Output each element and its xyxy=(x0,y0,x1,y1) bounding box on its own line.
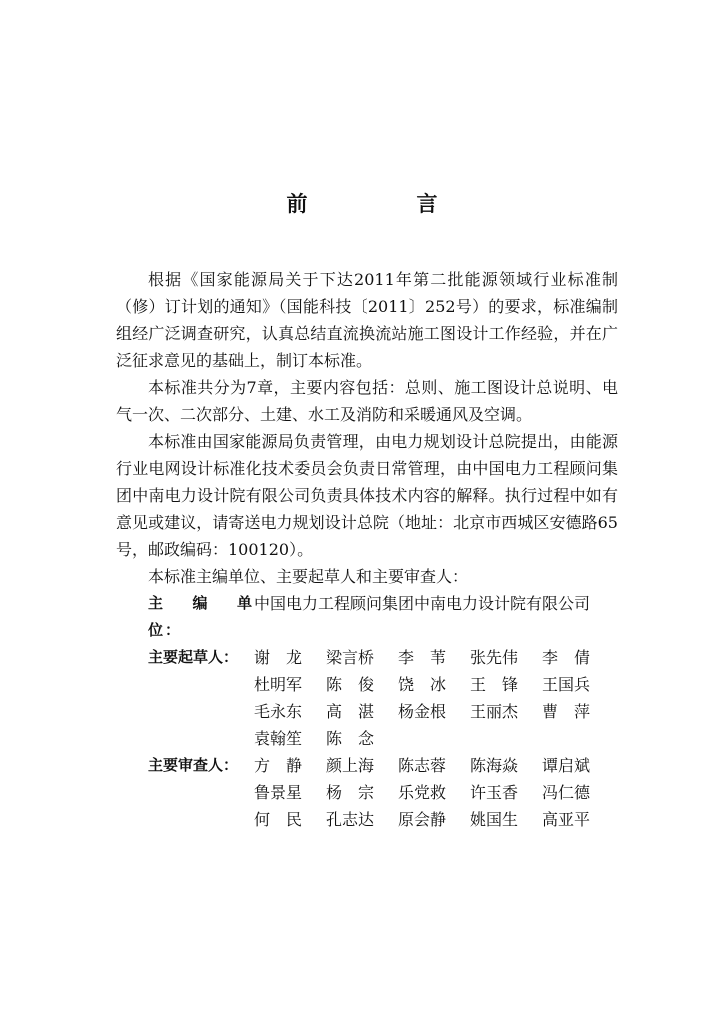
drafter-name: 饶 冰 xyxy=(398,675,447,694)
reviewer-name: 颜上海 xyxy=(326,756,375,775)
drafters-label: 主要起草人： xyxy=(148,648,239,666)
chief-editor-value: 中国电力工程顾问集团中南电力设计院有限公司 xyxy=(254,594,591,613)
drafter-name: 谢 龙 xyxy=(254,648,303,667)
paragraph-2: 本标准共分为7章，主要内容包括：总则、施工图设计总说明、电气一次、二次部分、土建、水工及消防和采暖通风及空调。 xyxy=(116,378,618,424)
reviewers-label: 主要审查人： xyxy=(148,756,239,774)
chief-editor-row xyxy=(116,590,618,644)
reviewer-name: 许玉香 xyxy=(470,783,519,802)
drafter-name: 陈 念 xyxy=(326,729,375,748)
reviewers-names xyxy=(254,752,618,833)
drafter-name: 李 倩 xyxy=(542,648,591,667)
reviewer-name: 杨 宗 xyxy=(326,783,375,802)
reviewer-name: 原会静 xyxy=(398,810,447,829)
reviewer-name: 陈志蓉 xyxy=(398,756,447,775)
drafter-name: 梁言桥 xyxy=(326,648,375,667)
drafter-name: 杜明军 xyxy=(254,675,303,694)
reviewer-name: 乐党救 xyxy=(398,783,447,802)
paragraph-1: 根据《国家能源局关于下达2011年第二批能源领域行业标准制（修）订计划的通知》（国能科技〔2011〕252号）的要求，标准编制组经广泛调查研究，认真总结直流换流站施工图设计工作经验，并在广泛征求意见的基础上，制订本标准。 xyxy=(116,270,618,370)
reviewer-name: 鲁景星 xyxy=(254,783,303,802)
drafter-name: 曹 萍 xyxy=(542,702,591,721)
reviewer-name: 高亚平 xyxy=(542,810,591,829)
reviewer-name: 方 静 xyxy=(254,756,303,775)
drafters-names xyxy=(254,644,618,752)
drafter-name: 袁翰笙 xyxy=(254,729,303,748)
paragraph-3: 本标准由国家能源局负责管理，由电力规划设计总院提出，由能源行业电网设计标准化技术委员会负责日常管理，由中国电力工程顾问集团中南电力设计院有限公司负责具体技术内容的解释。执行过程中如有意见或建议，请寄送电力规划设计总院（地址：北京市西城区安德路65号，邮政编码：100120）。 xyxy=(116,432,618,559)
drafter-name: 杨金根 xyxy=(398,702,447,721)
reviewer-name: 姚国生 xyxy=(470,810,519,829)
drafter-name: 张先伟 xyxy=(470,648,519,667)
drafters-row xyxy=(116,644,618,752)
drafter-name: 高 湛 xyxy=(326,702,375,721)
chief-editor-label: 主 编 单 位： xyxy=(148,594,254,639)
reviewers-row xyxy=(116,752,618,833)
reviewer-name: 冯仁德 xyxy=(542,783,591,802)
drafter-name: 王国兵 xyxy=(542,675,591,694)
page-title: 前 言 xyxy=(286,192,482,216)
reviewer-name: 何 民 xyxy=(254,810,303,829)
preface-body xyxy=(116,266,618,833)
reviewer-name: 孔志达 xyxy=(326,810,375,829)
reviewer-name: 谭启斌 xyxy=(542,756,591,775)
drafter-name: 王 锋 xyxy=(470,675,519,694)
drafter-name: 李 苇 xyxy=(398,648,447,667)
reviewer-name: 陈海焱 xyxy=(470,756,519,775)
contributors-intro: 本标准主编单位、主要起草人和主要审查人： xyxy=(148,567,469,586)
drafter-name: 陈 俊 xyxy=(326,675,375,694)
drafter-name: 毛永东 xyxy=(254,702,303,721)
drafter-name: 王丽杰 xyxy=(470,702,519,721)
